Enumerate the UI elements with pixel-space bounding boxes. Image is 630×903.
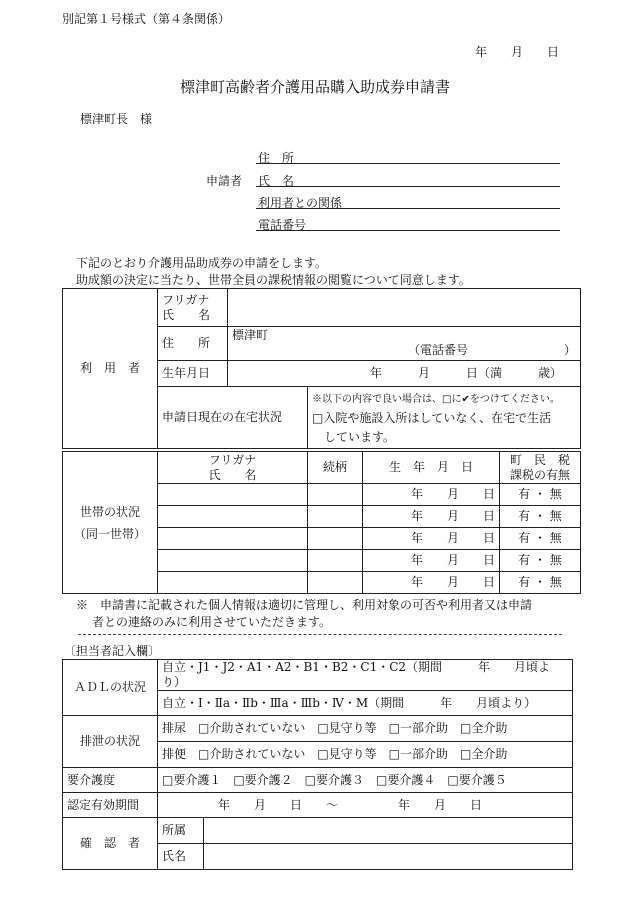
header-name: 氏 名 xyxy=(208,467,257,482)
user-address-value: 標津町 xyxy=(232,328,269,342)
confirmer-label: 確 認 者 xyxy=(63,818,158,870)
household-birth-cell[interactable]: 年 月 日 xyxy=(363,484,500,506)
household-relation-cell[interactable] xyxy=(308,484,363,506)
household-name-cell[interactable] xyxy=(158,506,308,528)
household-section-label xyxy=(63,452,158,594)
user-birth-field[interactable]: 年 月 日（満 歳） xyxy=(228,361,581,387)
addressee: 標津町長 様 xyxy=(80,112,153,126)
user-furigana-label: フリガナ 氏 名 xyxy=(158,289,228,327)
applicant-relation-field[interactable] xyxy=(256,208,560,209)
excretion-label: 排泄の状況 xyxy=(63,716,158,768)
user-residence-cell xyxy=(308,387,581,449)
form-number: 別記第１号様式（第４条関係） xyxy=(62,12,231,26)
applicant-address-field[interactable] xyxy=(256,163,560,164)
user-name-field[interactable] xyxy=(228,289,581,327)
household-relation-cell[interactable] xyxy=(308,528,363,550)
staff-section-title: 〔担当者記入欄〕 xyxy=(64,644,161,658)
household-birth-cell[interactable]: 年 月 日 xyxy=(363,550,500,572)
household-tax-cell[interactable]: 有 ・ 無 xyxy=(500,572,581,594)
applicant-name-label: 氏 名 xyxy=(258,174,295,188)
residence-option-cont: しています。 xyxy=(324,430,396,444)
household-table xyxy=(62,451,581,594)
residence-note: ※以下の内容で良い場合は、□に✔をつけてください。 xyxy=(312,394,560,405)
household-label-2: （同一世帯） xyxy=(73,526,146,541)
household-relation-cell[interactable] xyxy=(308,572,363,594)
household-tax-cell[interactable]: 有 ・ 無 xyxy=(500,550,581,572)
confirmer-name-field[interactable] xyxy=(204,844,573,870)
household-header-birth: 生 年 月 日 xyxy=(363,452,500,484)
user-address-field[interactable] xyxy=(228,327,581,361)
household-header-relation: 続柄 xyxy=(308,452,363,484)
confirmer-name-label: 氏名 xyxy=(158,844,204,870)
user-section-label: 利 用 者 xyxy=(63,289,158,449)
applicant-phone-field[interactable] xyxy=(256,230,560,231)
household-tax-cell[interactable]: 有 ・ 無 xyxy=(500,506,581,528)
household-name-cell[interactable] xyxy=(158,484,308,506)
intro-line-2: 助成額の決定に当たり、世帯全員の課税情報の閲覧について同意します。 xyxy=(76,273,471,287)
user-birth-label: 生年月日 xyxy=(158,361,228,387)
adl-row-1[interactable]: 自立・J1・J2・A1・A2・B1・B2・C1・C2（期間 年 月頃より） xyxy=(158,660,573,691)
cut-line xyxy=(78,634,562,635)
defecation-options[interactable]: 排便 □介助されていない □見守り等 □一部介助 □全介助 xyxy=(158,742,573,768)
applicant-label: 申請者 xyxy=(206,174,243,188)
privacy-notice-1: ※ 申請書に記載された個人情報は適切に管理し、利用対象の可否や利用者又は申請 xyxy=(76,598,533,612)
affiliation-field[interactable] xyxy=(204,818,573,844)
user-phone-label: （電話番号 ） xyxy=(407,343,576,357)
household-name-cell[interactable] xyxy=(158,550,308,572)
affiliation-label: 所属 xyxy=(158,818,204,844)
applicant-relation-label: 利用者との関係 xyxy=(258,196,343,210)
household-birth-cell[interactable]: 年 月 日 xyxy=(363,506,500,528)
privacy-notice-2: 者との連絡のみに利用させていただきます。 xyxy=(92,615,332,629)
user-address-label: 住 所 xyxy=(158,327,228,361)
applicant-phone-label: 電話番号 xyxy=(258,218,307,232)
household-tax-cell[interactable]: 有 ・ 無 xyxy=(500,528,581,550)
care-level-label: 要介護度 xyxy=(63,768,158,793)
urination-options[interactable]: 排尿 □介助されていない □見守り等 □一部介助 □全介助 xyxy=(158,716,573,742)
household-relation-cell[interactable] xyxy=(308,506,363,528)
applicant-address-label: 住 所 xyxy=(258,151,295,165)
staff-table xyxy=(62,659,573,870)
household-header-tax xyxy=(500,452,581,484)
household-birth-cell[interactable]: 年 月 日 xyxy=(363,572,500,594)
validity-field[interactable]: 年 月 日 ～ 年 月 日 xyxy=(158,793,573,818)
household-header-name xyxy=(158,452,308,484)
page-title: 標津町高齢者介護用品購入助成券申請書 xyxy=(179,78,450,96)
household-label-1: 世帯の状況 xyxy=(79,504,140,519)
user-residence-label: 申請日現在の在宅状況 xyxy=(158,387,308,449)
household-name-cell[interactable] xyxy=(158,528,308,550)
date-field[interactable]: 年 月 日 xyxy=(475,45,560,59)
household-name-cell[interactable] xyxy=(158,572,308,594)
intro-line-1: 下記のとおり介護用品助成券の申請をします。 xyxy=(76,256,328,270)
adl-row-2[interactable]: 自立・Ⅰ・Ⅱa・Ⅱb・Ⅲa・Ⅲb・Ⅳ・M（期間 年 月頃より） xyxy=(158,691,573,716)
residence-checkbox[interactable]: □入院や施設入所はしていなく、在宅で生活 xyxy=(312,411,552,425)
household-relation-cell[interactable] xyxy=(308,550,363,572)
applicant-name-field[interactable] xyxy=(256,186,560,187)
header-tax-1: 町 民 税 xyxy=(509,452,570,467)
header-furigana: フリガナ xyxy=(208,452,257,467)
user-table xyxy=(62,288,581,449)
household-birth-cell[interactable]: 年 月 日 xyxy=(363,528,500,550)
adl-label: ＡＤＬの状況 xyxy=(63,660,158,716)
header-tax-2: 課税の有無 xyxy=(509,467,570,482)
validity-label: 認定有効期間 xyxy=(63,793,158,818)
household-tax-cell[interactable]: 有 ・ 無 xyxy=(500,484,581,506)
care-level-options[interactable]: □要介護１ □要介護２ □要介護３ □要介護４ □要介護５ xyxy=(158,768,573,793)
